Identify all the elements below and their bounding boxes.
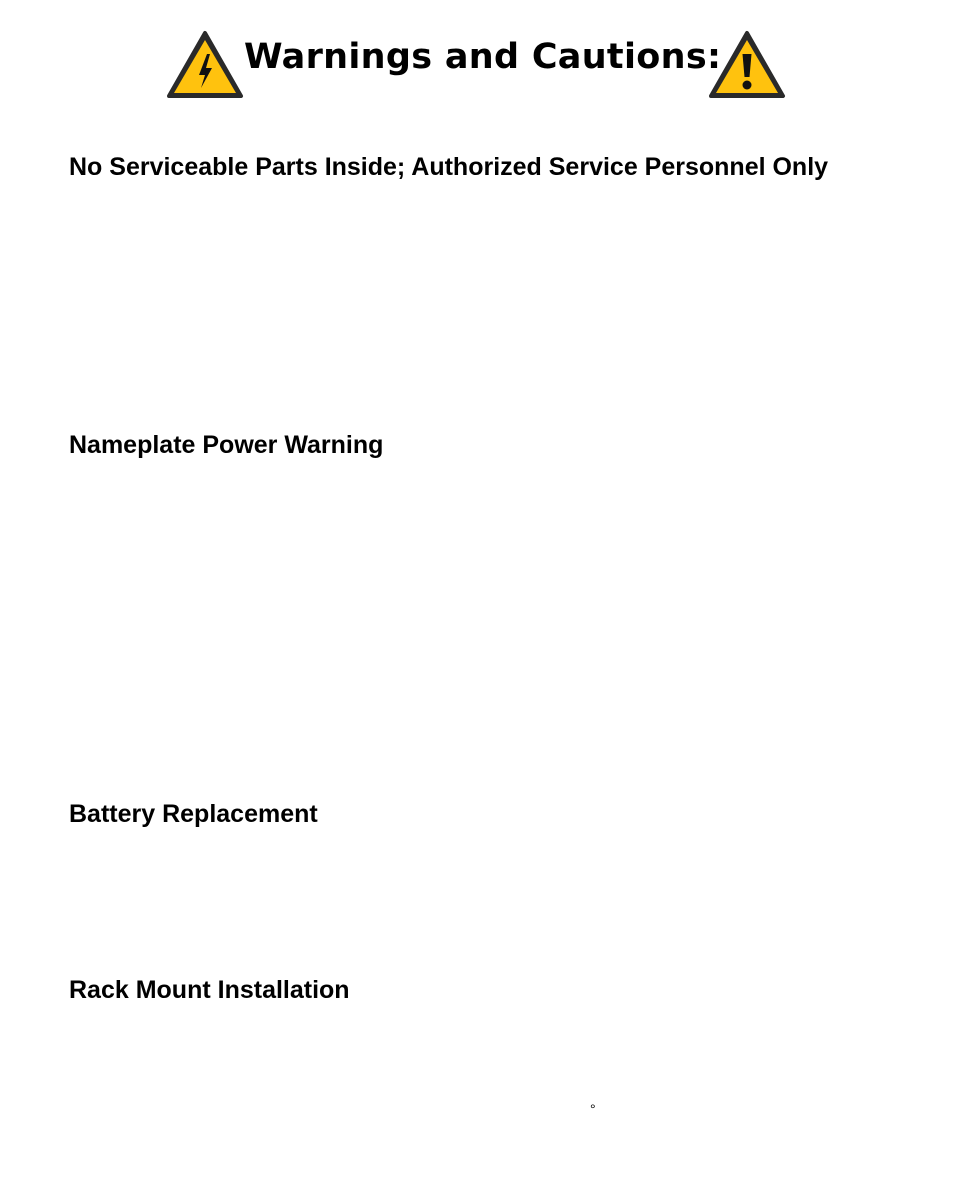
degree-symbol: ° xyxy=(590,1101,596,1117)
title-row xyxy=(0,30,954,102)
section-heading-rack-mount: Rack Mount Installation xyxy=(69,976,350,1004)
section-heading-service: No Serviceable Parts Inside; Authorized Service Personnel Only xyxy=(69,153,829,181)
section-heading-nameplate-power: Nameplate Power Warning xyxy=(69,431,384,459)
exclamation-warning-icon xyxy=(708,30,786,100)
page-title: Warnings and Cautions: xyxy=(244,37,722,77)
high-voltage-warning-icon xyxy=(166,30,244,100)
section-heading-battery: Battery Replacement xyxy=(69,800,318,828)
